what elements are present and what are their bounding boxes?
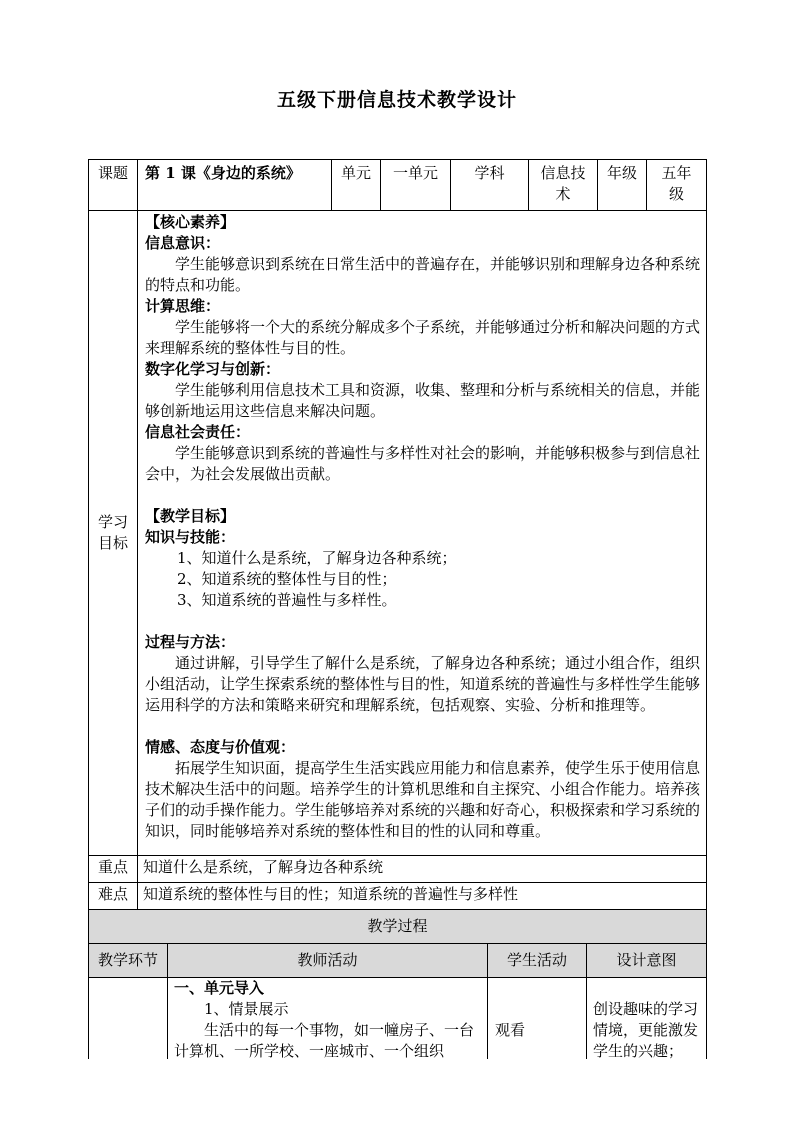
difficulty-text: 知道系统的整体性与目的性；知道系统的普遍性与多样性 [143,885,519,903]
column-intent: 设计意图 [616,951,677,969]
column-teacher: 教师活动 [297,951,358,969]
column-stage: 教学环节 [97,951,158,969]
student-activity-text: 观看 [495,1021,526,1039]
core-literacy-heading: 【核心素养】 [145,213,236,231]
social-responsibility-heading: 信息社会责任： [145,423,251,441]
info-awareness-text: 学生能够意识到系统在日常生活中的普遍存在，并能够识别和理解身边各种系统的特点和功能。 [145,255,701,294]
knowledge-heading: 知识与技能： [145,528,236,546]
process-header: 教学过程 [367,917,428,935]
objectives-label: 学习 目标 [97,513,128,552]
social-responsibility-text: 学生能够意识到系统的普遍性与多样性对社会的影响，并能够积极参与到信息社会中，为社会发展做出贡献。 [145,444,701,483]
digital-learning-heading: 数字化学习与创新： [145,360,281,378]
teaching-goals-heading: 【教学目标】 [145,507,236,525]
process-method-heading: 过程与方法： [145,633,236,651]
teacher-activity-subheading: 1、情景展示 [204,1000,289,1018]
computational-thinking-heading: 计算思维： [145,297,221,315]
column-student: 学生活动 [506,951,567,969]
emotion-text: 拓展学生知识面，提高学生生活实践应用能力和信息素养，使学生乐于使用信息技术解决生活中的问题。培养学生的计算机思维和自主探究、小组合作能力。培养孩子们的动手操作能力。学生能够培养对系统的兴趣和好奇心，积极探索和学习系统的知识，同时能够培养对系统的整体性和目的性的认同和尊重。 [145,759,701,840]
lesson-plan-table [88,159,707,1059]
design-intent-text: 创设趣味的学习情境，更能激发学生的兴趣； [593,1000,699,1060]
subject-label: 学科 [474,164,505,182]
process-method-text: 通过讲解，引导学生了解什么是系统，了解身边各种系统；通过小组合作，组织小组活动，让学生探索系统的整体性与目的性，知道系统的普遍性与多样性学生能够运用科学的方法和策略来研究和理解系统，包括观察、实验、分析和推理等。 [145,654,701,714]
lesson-title-label: 课题 [97,164,128,182]
unit-value: 一单元 [392,164,438,182]
lesson-title-value: 第 1 课《身边的系统》 [145,164,301,182]
teacher-activity-heading: 一、单元导入 [174,979,265,997]
grade-value: 五年 级 [661,164,692,203]
info-awareness-heading: 信息意识： [145,234,221,252]
knowledge-item: 1、知道什么是系统，了解身边各种系统； [177,549,457,567]
objectives-content [145,212,700,842]
digital-learning-text: 学生能够利用信息技术工具和资源，收集、整理和分析与系统相关的信息，并能够创新地运用这些信息来解决问题。 [145,381,701,420]
key-point-label: 重点 [97,858,128,876]
subject-value: 信息技 术 [540,164,586,203]
grade-label: 年级 [606,164,637,182]
key-point-text: 知道什么是系统，了解身边各种系统 [143,858,384,876]
difficulty-label: 难点 [97,885,128,903]
page-title: 五级下册信息技术教学设计 [276,89,517,111]
computational-thinking-text: 学生能够将一个大的系统分解成多个子系统，并能够通过分析和解决问题的方式来理解系统的整体性与目的性。 [145,318,701,357]
unit-label: 单元 [340,164,371,182]
knowledge-item: 3、知道系统的普遍性与多样性。 [177,591,397,609]
knowledge-item: 2、知道系统的整体性与目的性； [177,570,397,588]
teacher-activity-cell [174,978,482,1062]
teacher-activity-text: 生活中的每一个事物，如一幢房子、一台计算机、一所学校、一座城市、一个组织 [174,1021,475,1060]
emotion-heading: 情感、态度与价值观： [145,738,296,756]
